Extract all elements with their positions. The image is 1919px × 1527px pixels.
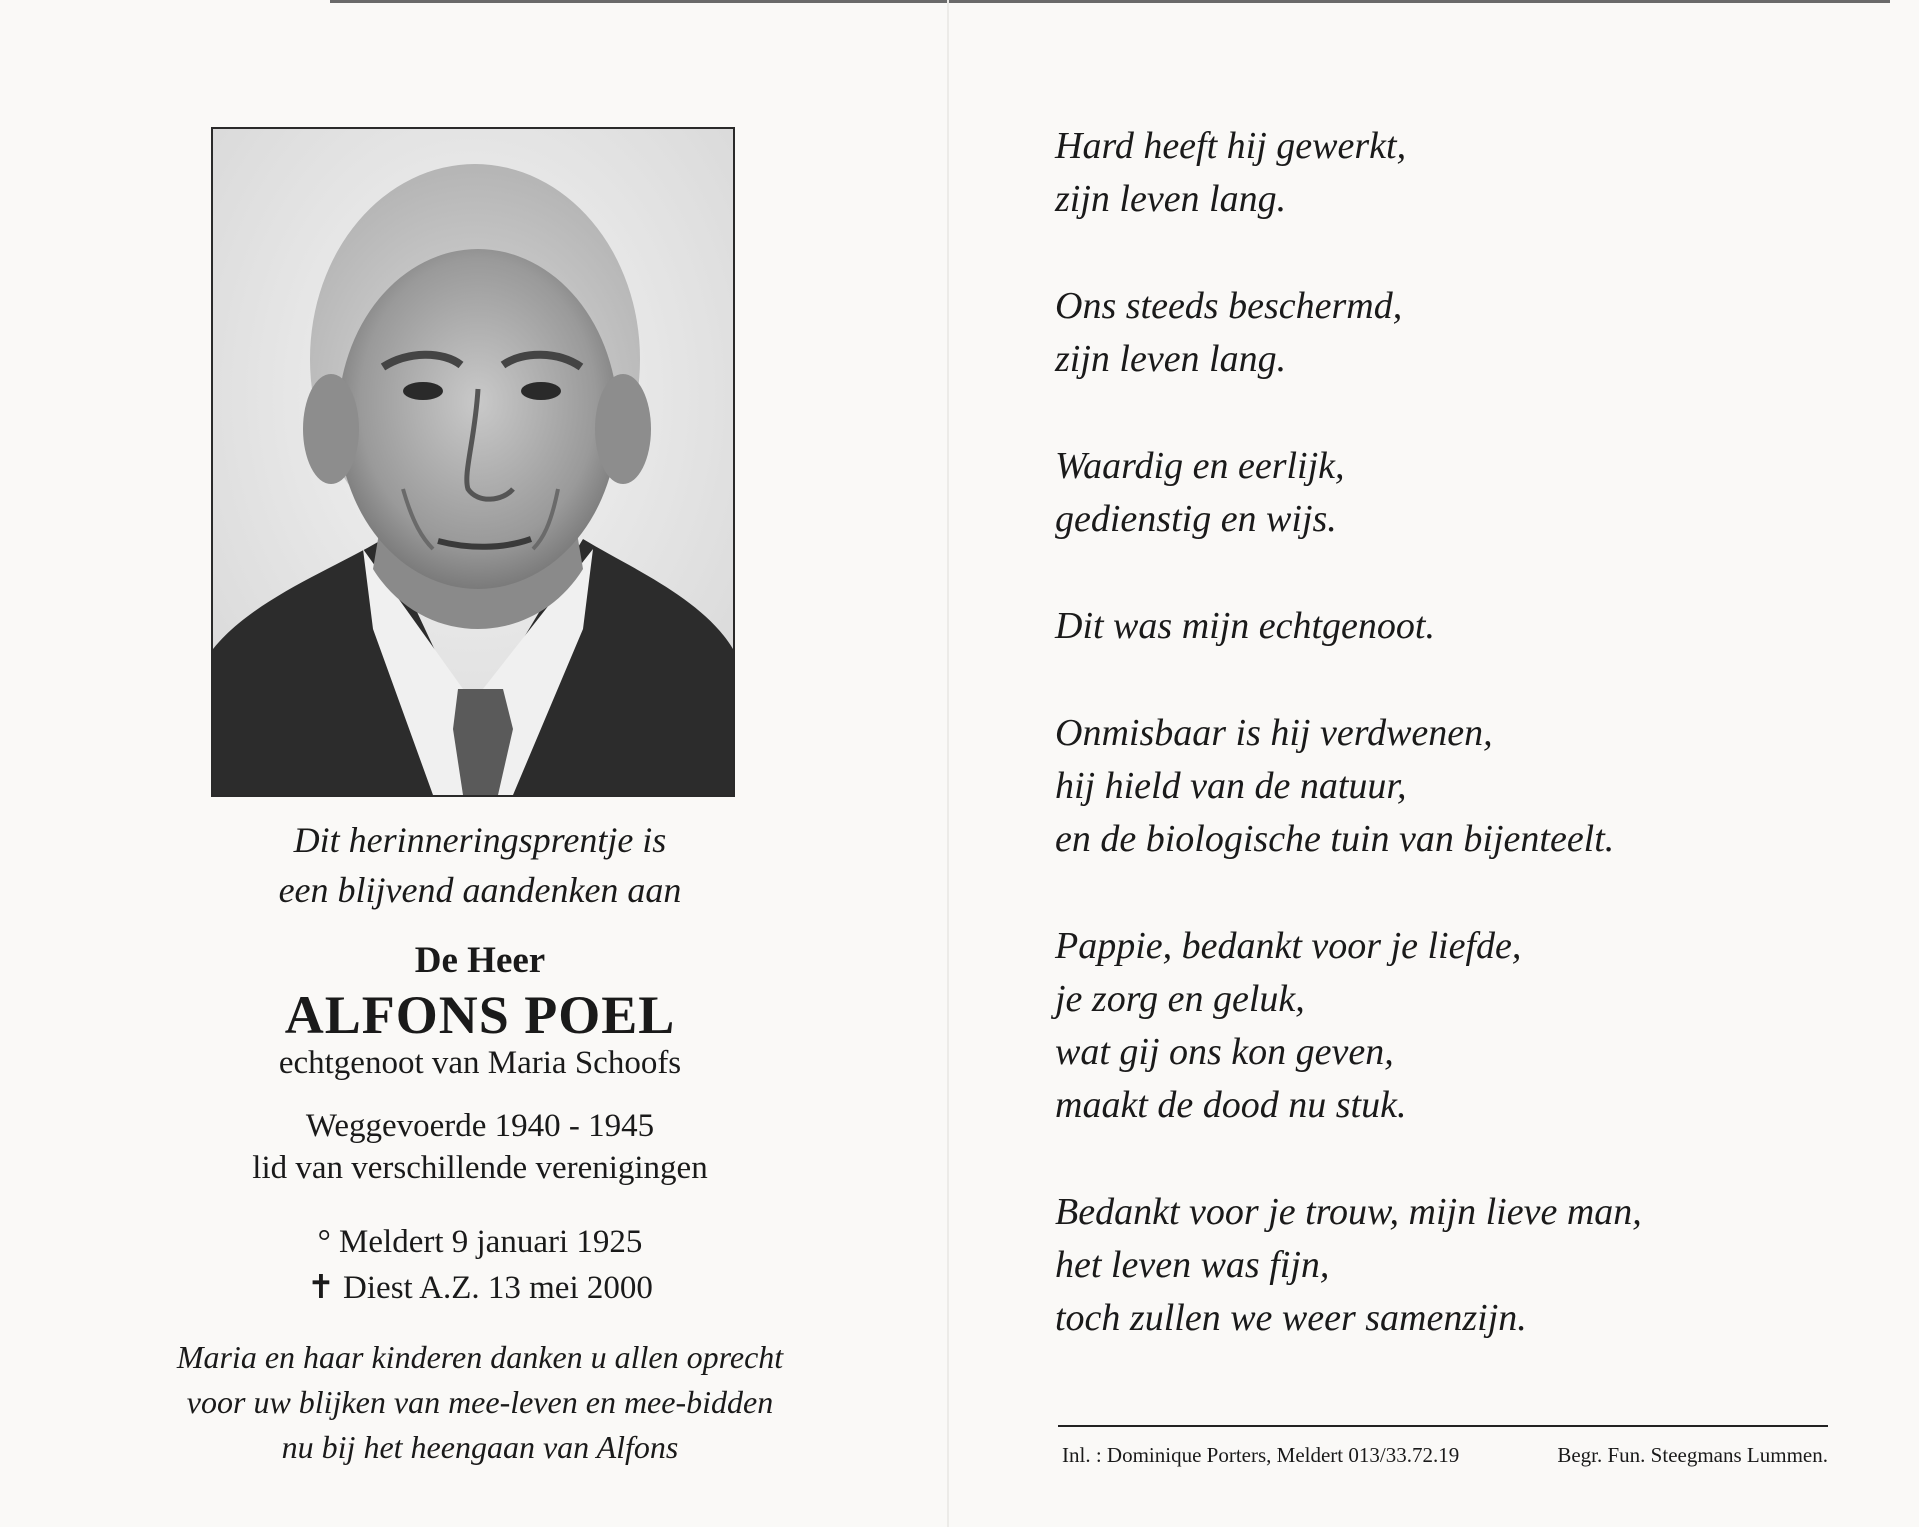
top-edge-line	[330, 0, 1890, 3]
poem-line: je zorg en geluk,	[1055, 978, 1305, 1020]
thanks-line: Maria en haar kinderen danken u allen oprecht	[176, 1339, 784, 1375]
poem-stanza	[1055, 600, 1875, 653]
birth-text: Meldert 9 januari 1925	[339, 1224, 643, 1260]
poem-line: Bedankt voor je trouw, mijn lieve man,	[1055, 1191, 1642, 1233]
bio-line: Weggevoerde 1940 - 1945	[305, 1108, 655, 1144]
poem-line: zijn leven lang.	[1055, 178, 1287, 220]
death-date	[100, 1265, 860, 1311]
birth-date	[100, 1219, 860, 1265]
poem	[1055, 120, 1875, 1399]
poem-line: toch zullen we weer samenzijn.	[1055, 1297, 1527, 1339]
bio-text	[100, 1105, 860, 1189]
cross-icon: ✝	[307, 1270, 335, 1306]
spouse-text: echtgenoot van Maria Schoofs	[278, 1045, 682, 1081]
poem-line: Ons steeds beschermd,	[1055, 285, 1403, 327]
funeral-credit: Begr. Fun. Steegmans Lummen.	[1557, 1443, 1828, 1467]
poem-stanza	[1055, 1186, 1875, 1345]
thanks-line: nu bij het heengaan van Alfons	[281, 1429, 679, 1465]
death-text: Diest A.Z. 13 mei 2000	[343, 1270, 653, 1306]
poem-stanza	[1055, 707, 1875, 866]
poem-line: Pappie, bedankt voor je liefde,	[1055, 925, 1522, 967]
life-dates	[100, 1219, 860, 1311]
intro-text	[100, 815, 860, 915]
poem-line: zijn leven lang.	[1055, 338, 1287, 380]
poem-line: Hard heeft hij gewerkt,	[1055, 125, 1407, 167]
poem-stanza	[1055, 280, 1875, 386]
poem-line: wat gij ons kon geven,	[1055, 1031, 1394, 1073]
portrait-icon	[213, 129, 733, 795]
card-fold	[947, 0, 949, 1527]
poem-line: hij hield van de natuur,	[1055, 765, 1407, 807]
honorific: De Heer	[414, 940, 546, 981]
poem-line: maakt de dood nu stuk.	[1055, 1084, 1407, 1126]
poem-line: Waardig en eerlijk,	[1055, 445, 1345, 487]
portrait-photo	[211, 127, 735, 797]
intro-line: Dit herinneringsprentje is	[293, 820, 667, 860]
birth-symbol-icon: °	[317, 1224, 331, 1260]
credits	[1062, 1440, 1828, 1470]
printer-credit: Inl. : Dominique Porters, Meldert 013/33.72.19	[1062, 1443, 1460, 1467]
footer-rule	[1058, 1425, 1828, 1427]
poem-stanza	[1055, 920, 1875, 1132]
poem-line: Onmisbaar is hij verdwenen,	[1055, 712, 1493, 754]
bio-line: lid van verschillende verenigingen	[252, 1150, 708, 1186]
thanks-line: voor uw blijken van mee-leven en mee-bidden	[186, 1384, 774, 1420]
intro-line: een blijvend aandenken aan	[278, 870, 682, 910]
poem-line: het leven was fijn,	[1055, 1244, 1330, 1286]
poem-stanza	[1055, 120, 1875, 226]
deceased-name: ALFONS POEL	[284, 985, 676, 1045]
poem-line: Dit was mijn echtgenoot.	[1055, 605, 1435, 647]
poem-stanza	[1055, 440, 1875, 546]
thanks-text	[100, 1335, 860, 1470]
poem-line: gedienstig en wijs.	[1055, 498, 1337, 540]
poem-line: en de biologische tuin van bijenteelt.	[1055, 818, 1615, 860]
